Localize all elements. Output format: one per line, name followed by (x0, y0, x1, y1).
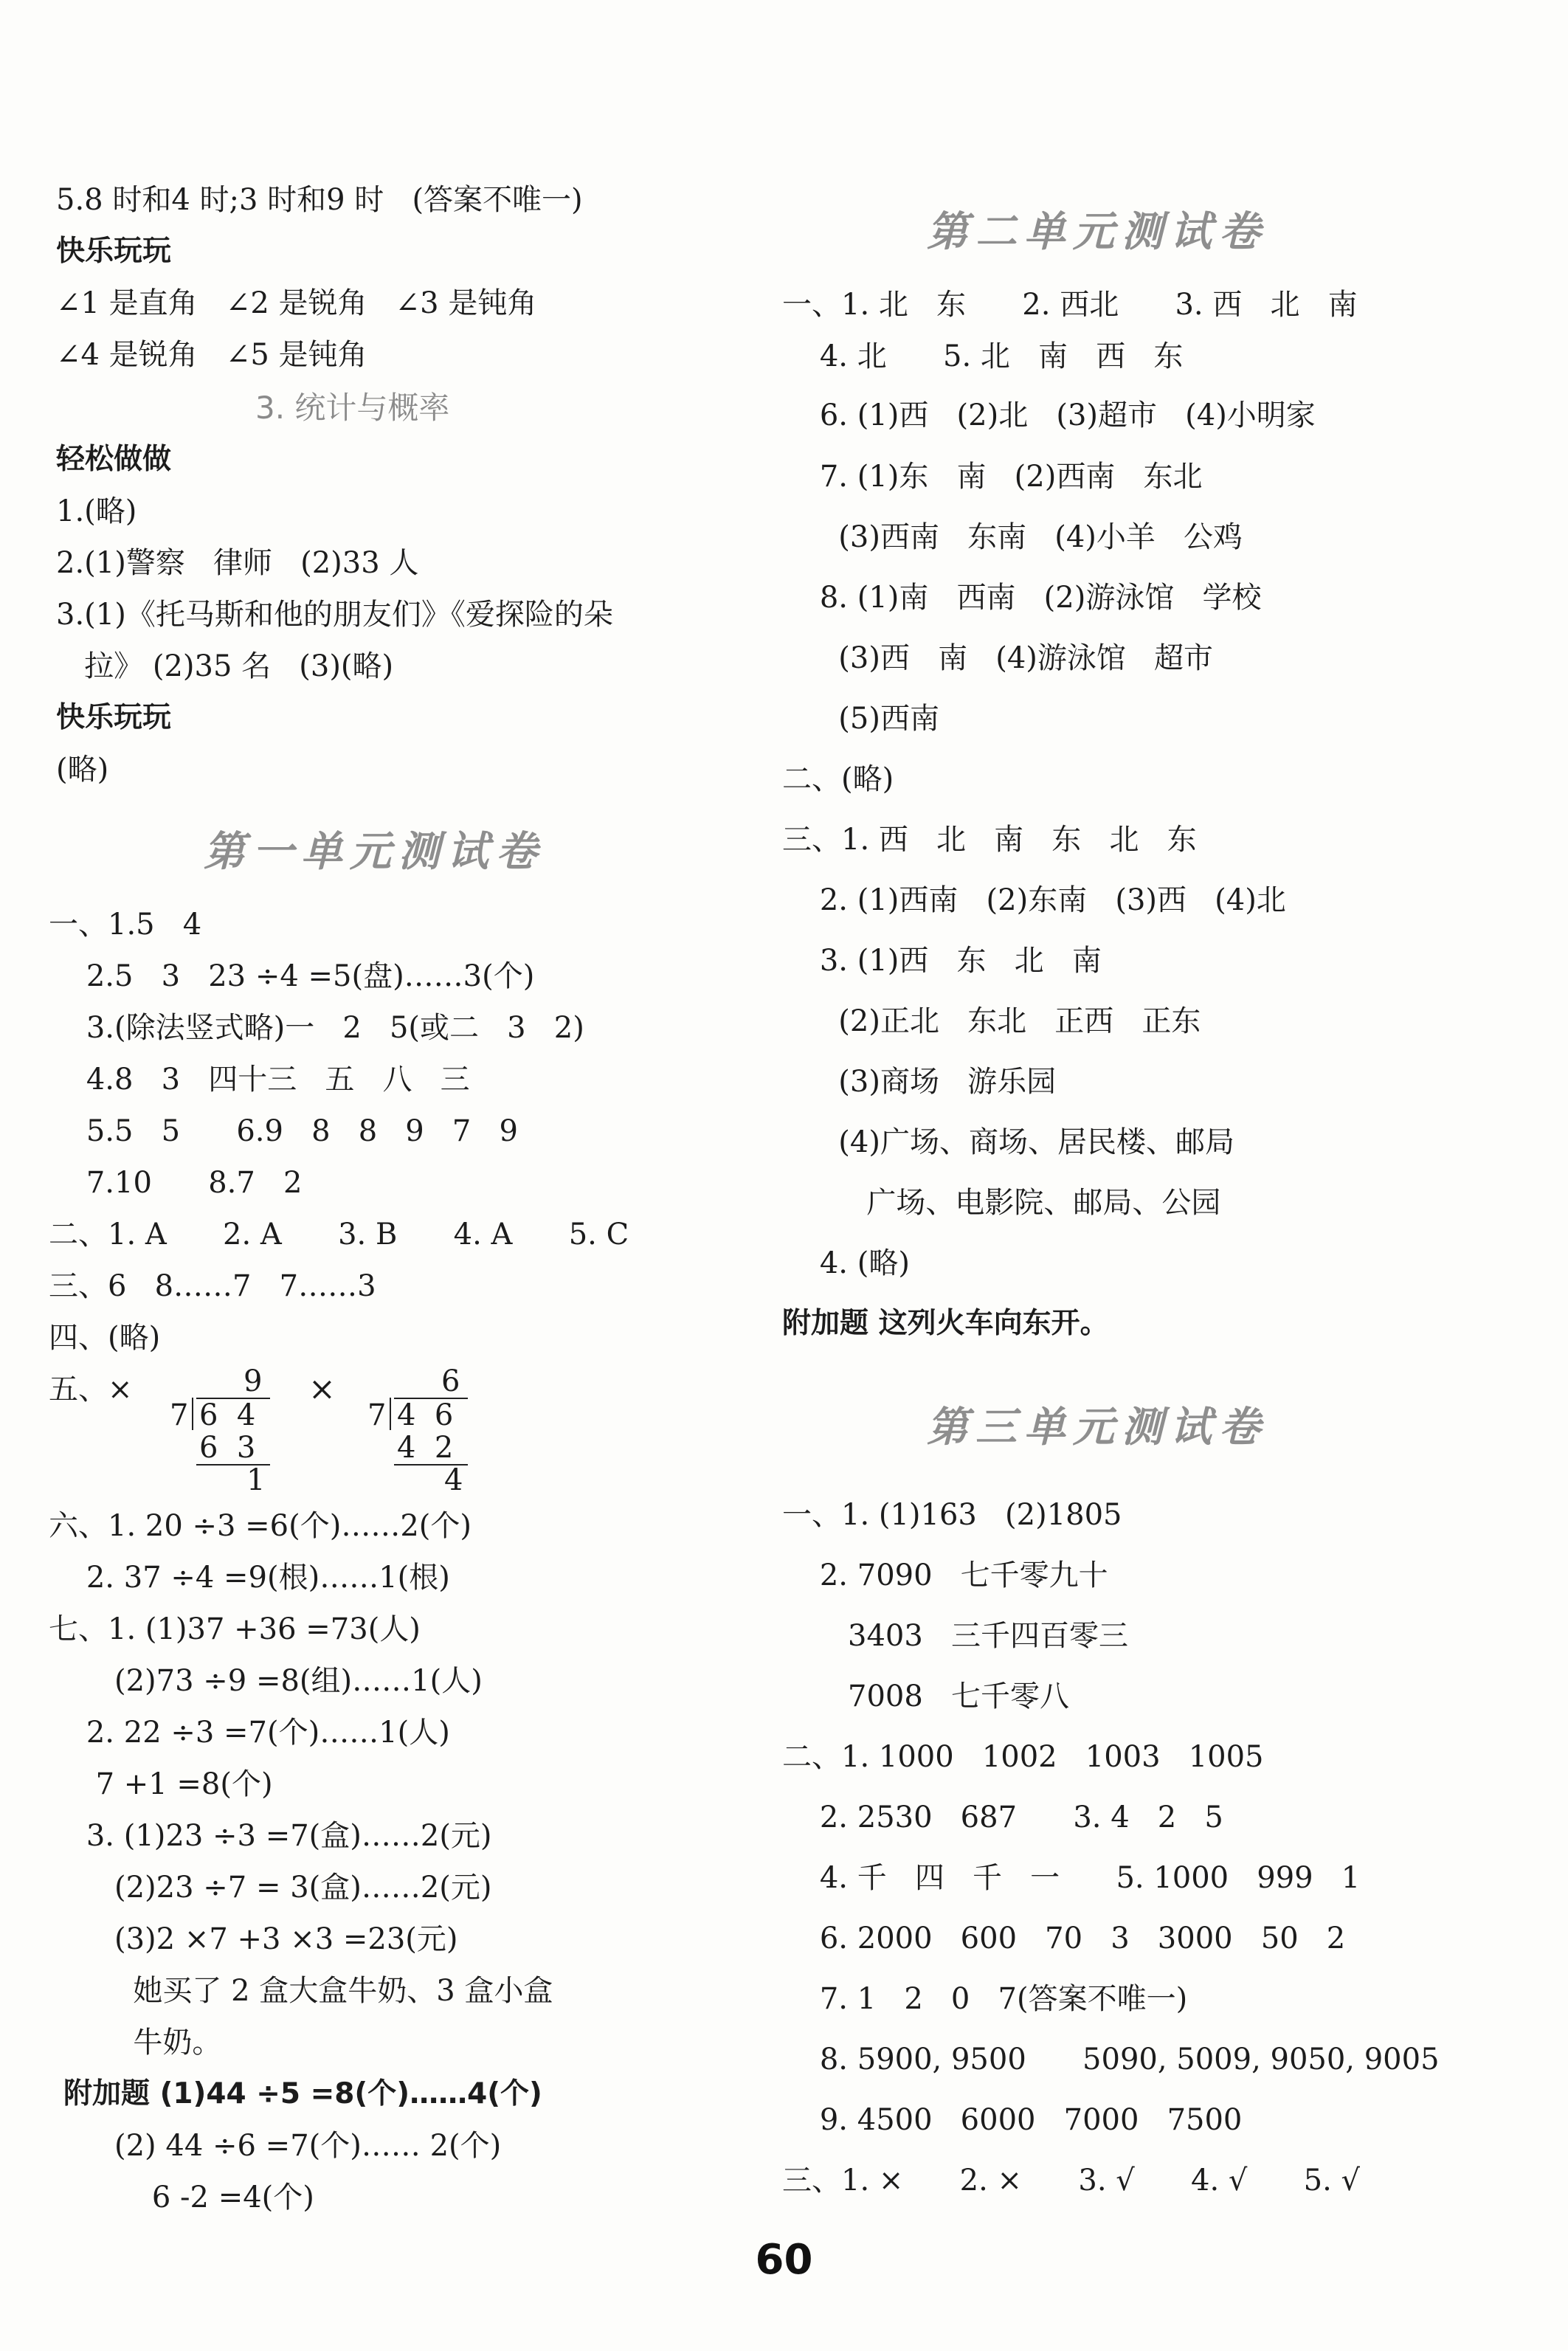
section-heading: 轻松做做 (56, 443, 172, 476)
answer-line: (3)西南 东南 (4)小羊 公鸡 (782, 520, 1243, 554)
long-division-2 (367, 1365, 478, 1498)
answer-line: ∠4 是锐角 ∠5 是钝角 (56, 338, 367, 372)
answer-line: (2) 44 ÷6 =7(个)…… 2(个) (49, 2129, 502, 2163)
answer-line: (3)商场 游乐园 (782, 1065, 1057, 1099)
division-quotient: 6 (441, 1364, 460, 1398)
answer-line: 她买了 2 盒大盒牛奶、3 盒小盒 (49, 1974, 553, 2008)
answer-line: 二、(略) (782, 762, 894, 796)
division-bracket (390, 1398, 391, 1430)
answer-line: 2. 2530 687 3. 4 2 5 (782, 1801, 1223, 1834)
answer-line: 8. 5900, 9500 5090, 5009, 9050, 9005 (782, 2043, 1440, 2076)
answer-line: 7. 1 2 0 7(答案不唯一) (782, 1982, 1188, 2016)
answer-line: (5)西南 (782, 702, 939, 736)
answer-line: 3. (1)西 东 北 南 (782, 944, 1102, 978)
answer-line: 3. (1)23 ÷3 =7(盒)……2(元) (49, 1819, 492, 1853)
division-product: 4 2 (397, 1431, 454, 1465)
answer-line: (4)广场、商场、居民楼、邮局 (782, 1125, 1234, 1159)
answer-line: 4.8 3 四十三 五 八 三 (49, 1063, 470, 1097)
answer-line: 七、1. (1)37 +36 =73(人) (49, 1612, 421, 1646)
answer-line: 三、1. 西 北 南 东 北 东 (782, 823, 1197, 857)
answer-line: 三、1. × 2. × 3. √ 4. √ 5. √ (782, 2164, 1361, 2198)
bonus-line: 附加题 这列火车向东开。 (782, 1307, 1109, 1340)
division-divisor: 7 (367, 1398, 387, 1432)
division-dividend: 4 6 (397, 1398, 454, 1432)
division-remainder: 1 (246, 1463, 266, 1497)
answer-line: (略) (56, 753, 109, 787)
answer-line: 4. 北 5. 北 南 西 东 (782, 339, 1184, 373)
answer-line: 7. (1)东 南 (2)西南 东北 (782, 460, 1203, 494)
answer-line: 7.10 8.7 2 (49, 1166, 303, 1200)
answer-line: 三、6 8……7 7……3 (49, 1269, 376, 1303)
answer-line: 2.5 3 23 ÷4 =5(盘)……3(个) (49, 959, 535, 993)
answer-line: 7 +1 =8(个) (49, 1767, 273, 1801)
answer-line: 二、1. 1000 1002 1003 1005 (782, 1740, 1264, 1774)
answer-line: 二、1. A 2. A 3. B 4. A 5. C (49, 1218, 629, 1252)
answer-line: 2.(1)警察 律师 (2)33 人 (56, 546, 419, 580)
section-heading: 快乐玩玩 (56, 701, 172, 734)
answer-line: 一、1.5 4 (49, 908, 202, 942)
division-quotient: 9 (244, 1364, 263, 1398)
unit-title: 第三单元测试卷 (927, 1403, 1268, 1451)
answer-line: 8. (1)南 西南 (2)游泳馆 学校 (782, 581, 1262, 615)
answer-line: 六、1. 20 ÷3 =6(个)……2(个) (49, 1509, 472, 1543)
section-heading: 快乐玩玩 (56, 235, 172, 268)
answer-line: 广场、电影院、邮局、公园 (782, 1186, 1221, 1220)
answer-line: ∠1 是直角 ∠2 是锐角 ∠3 是钝角 (56, 286, 537, 320)
answer-line: (3)西 南 (4)游泳馆 超市 (782, 641, 1214, 675)
division-divisor: 7 (170, 1398, 189, 1432)
answer-line: 3403 三千四百零三 (782, 1619, 1128, 1653)
answer-line: 6 -2 =4(个) (49, 2181, 314, 2214)
answer-line: 四、(略) (49, 1321, 161, 1355)
division-dividend: 6 4 (199, 1398, 256, 1432)
answer-line: 9. 4500 6000 7000 7500 (782, 2103, 1243, 2137)
unit-title: 第二单元测试卷 (927, 207, 1268, 256)
page-number: 60 (755, 2236, 813, 2284)
answer-line: 2. 7090 七千零九十 (782, 1558, 1108, 1592)
answer-line: (2)23 ÷7 = 3(盒)……2(元) (49, 1871, 492, 1905)
division-product: 6 3 (199, 1431, 256, 1465)
answer-line: 7008 七千零八 (782, 1679, 1069, 1713)
answer-line: 3.(1)《托马斯和他的朋友们》《爱探险的朵 (56, 598, 613, 632)
answer-line: 2. 22 ÷3 =7(个)……1(人) (49, 1716, 450, 1750)
answer-line: 牛奶。 (49, 2026, 222, 2060)
bonus-line: 附加题 (1)44 ÷5 =8(个)……4(个) (63, 2077, 542, 2110)
answer-line: 6. 2000 600 70 3 3000 50 2 (782, 1922, 1346, 1955)
answer-line: 5.8 时和4 时;3 时和9 时 (答案不唯一) (56, 183, 583, 217)
answer-line: 3.(除法竖式略)一 2 5(或二 3 2) (49, 1011, 584, 1045)
answer-line: 拉》 (2)35 名 (3)(略) (56, 649, 394, 683)
answer-line: 4. 千 四 千 一 5. 1000 999 1 (782, 1861, 1361, 1895)
answer-line: (3)2 ×7 +3 ×3 =23(元) (49, 1922, 458, 1956)
answer-line: 6. (1)西 (2)北 (3)超市 (4)小明家 (782, 398, 1316, 432)
answer-line: 五、× (49, 1373, 133, 1406)
answer-line: 一、1. (1)163 (2)1805 (782, 1498, 1122, 1532)
answer-line: (2)正北 东北 正西 正东 (782, 1004, 1201, 1038)
answer-line: 2. (1)西南 (2)东南 (3)西 (4)北 (782, 883, 1286, 917)
answer-line: 2. 37 ÷4 =9(根)……1(根) (49, 1561, 450, 1595)
unit-title: 第一单元测试卷 (204, 827, 545, 876)
answer-line: 5.5 5 6.9 8 8 9 7 9 (49, 1114, 518, 1148)
division-bracket (192, 1398, 193, 1430)
long-division-1 (170, 1365, 273, 1498)
cross-mark: × (308, 1370, 336, 1408)
section-subtitle: 3. 统计与概率 (255, 390, 450, 426)
answer-line: 一、1. 北 东 2. 西北 3. 西 北 南 (782, 288, 1358, 322)
answer-line: 4. (略) (782, 1246, 910, 1280)
answer-line: (2)73 ÷9 =8(组)……1(人) (49, 1664, 483, 1698)
division-remainder: 4 (444, 1463, 463, 1497)
answer-line: 1.(略) (56, 494, 137, 528)
